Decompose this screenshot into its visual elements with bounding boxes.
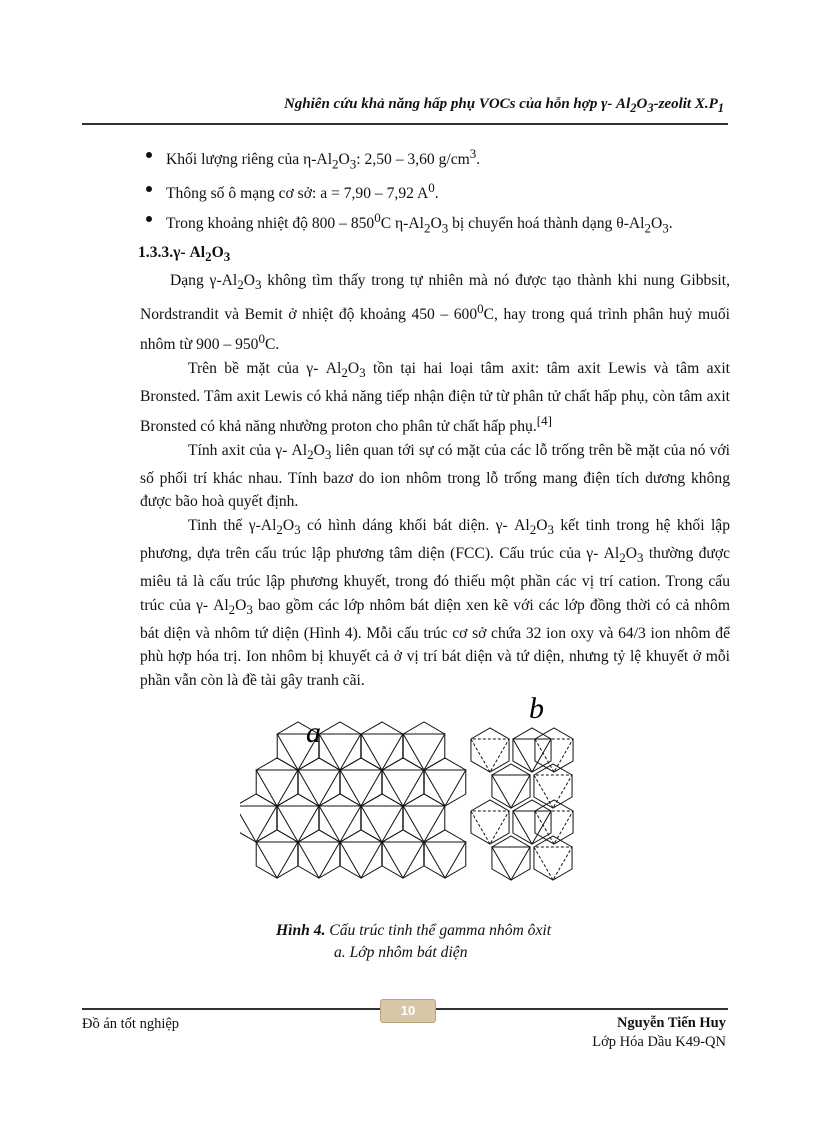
mixed-layer-diagram [471, 728, 573, 880]
panel-b-label: b [529, 692, 544, 725]
crystal-structure-figure [240, 690, 580, 910]
page-header: Nghiên cứu khả năng hấp phụ VOCs của hỗn hợp γ- $Al_2O_3$-zeolit $X.P_1$ [283, 96, 724, 115]
list-item: Khối lượng riêng của $\eta-Al_2O_3$: 2,50 – 3,60 $g/cm^3$. [140, 142, 730, 176]
figure-subcaption: a. Lớp nhôm bát diện [334, 944, 468, 961]
figure-caption: Hình 4. Cấu trúc tinh thể gamma nhôm ôxit a. Lớp nhôm bát diện [276, 920, 551, 964]
header-rule [82, 123, 728, 125]
paragraph-acidity: Tính axit của γ- $Al_2O_3$ liên quan tới sự có mặt của các lỗ trống trên bề mặt của nó với số phối trí khác nhau. Tính bazơ do ion nhôm trong lỗ trống mang điện tích dương không được bão hoà quyết định. [140, 441, 730, 511]
footer-author: Nguyễn Tiến Huy [616, 1015, 726, 1031]
footer-author-block [592, 1014, 726, 1052]
octahedral-layer-diagram [240, 722, 466, 878]
paragraph-crystal: Tinh thể $\gamma-Al_2O_3$ có hình dáng khối bát diện. γ- $Al_2O_3$ kết tinh trong hệ khối lập phương, dựa trên cấu trúc lập phương tâm diện (FCC). Cấu trúc của γ- $Al_2O_3$ thường được miêu tả là cấu trúc lập phương khuyết, trong đó thiếu một phần các vị trí cation. Trong cấu trúc của γ- $Al_2O_3$ bao gồm các lớp nhôm bát diện xen kẽ với các lớp đồng thời có cả nhôm bát diện và nhôm tứ diện (Hình 4). Mỗi cấu trúc cơ sở chứa 32 ion oxy và 64/3 ion nhôm để phù hợp hóa trị. Ion nhôm bị khuyết cả ở vị trí bát diện và tứ diện, nhưng tỷ lệ khuyết ở mỗi phần vẫn còn là đề tài gây tranh cãi. [140, 517, 731, 690]
panel-a-label: a [306, 716, 321, 749]
body-content [140, 142, 730, 693]
paragraph-formation: Dạng $\gamma-Al_2O_3$ không tìm thấy trong tự nhiên mà nó được tạo thành khi nung Gibbsit, Nordstrandit và Bemit ở nhiệt độ khoảng $450 - 600^0C$, hay trong quá trình phân huỷ muối nhôm từ $900 - 950^0C$. [140, 272, 730, 354]
list-item: Thông số ô mạng cơ sở: a = 7,90 – 7,92 $A^0$. [140, 176, 730, 206]
citation: [4] [536, 412, 552, 428]
page-number: 10 [380, 999, 436, 1023]
section-heading: 1.3.3.γ- $Al_2O_3$ [138, 244, 231, 265]
property-list [140, 142, 730, 240]
footer-class: Lớp Hóa Dầu K49-QN [592, 1034, 726, 1050]
list-item: Trong khoảng nhiệt độ $800 - 850^0C$ $\eta-Al_2O_3$ bị chuyển hoá thành dạng $\theta-Al_2O_3$. [140, 206, 730, 240]
paragraph-acid-sites: Trên bề mặt của γ- $Al_2O_3$ tồn tại hai loại tâm axit: tâm axit Lewis và tâm axit Bronsted. Tâm axit Lewis có khả năng tiếp nhận điện tử từ phân tử chất hấp phụ, còn tâm axit Bronsted có khả năng nhường proton cho phân tử chất hấp phụ.[4] [140, 359, 730, 435]
footer-document-type: Đồ án tốt nghiệp [82, 1016, 180, 1032]
